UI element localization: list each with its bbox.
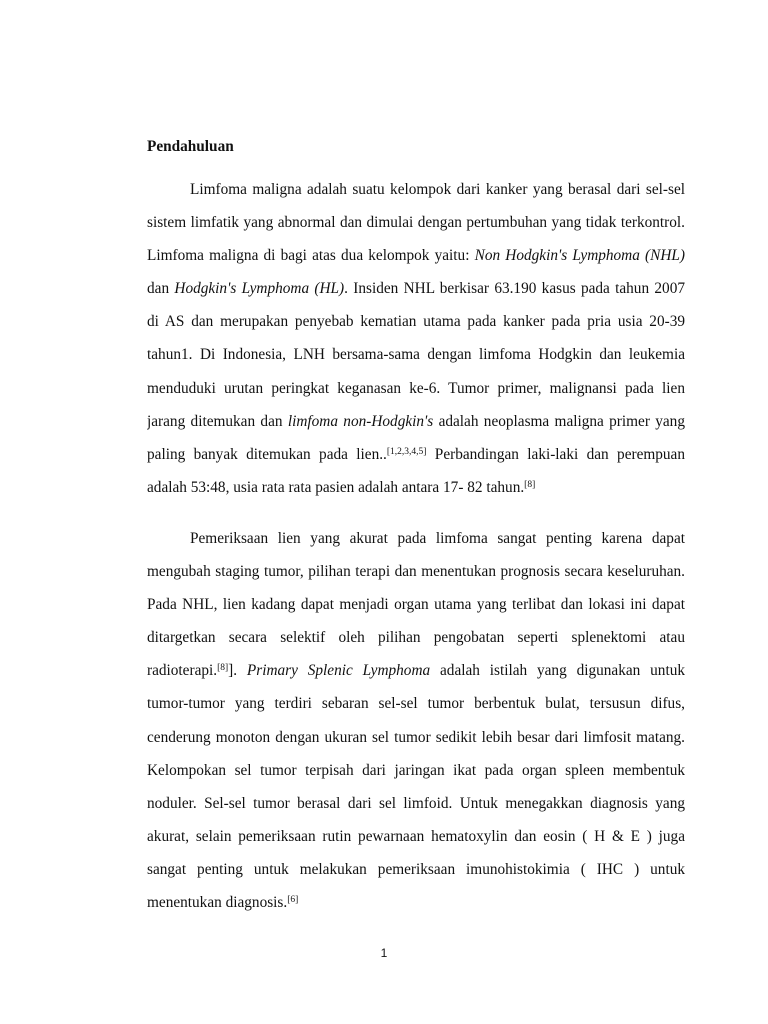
citation: [8] bbox=[217, 663, 229, 674]
text-line: noduler. Sel-sel tumor berasal dari sel limfoid. Untuk menegakkan diagnosis yang bbox=[147, 794, 685, 812]
text-line: sangat penting untuk melakukan pemeriksaan imunohistokimia ( IHC ) untuk bbox=[147, 860, 685, 878]
text-line: akurat, selain pemeriksaan rutin pewarnaan hematoxylin dan eosin ( H & E ) juga bbox=[147, 827, 685, 845]
text-line: menduduki urutan peringkat keganasan ke-6. Tumor primer, malignansi pada lien bbox=[147, 379, 685, 397]
text-line: Kelompokan sel tumor terpisah dari jaringan ikat pada organ spleen membentuk bbox=[147, 761, 685, 779]
text-line: mengubah staging tumor, pilihan terapi dan menentukan prognosis secara keseluruhan. bbox=[147, 563, 685, 581]
text-line: Pemeriksaan lien yang akurat pada limfoma sangat penting karena dapat bbox=[190, 530, 685, 547]
text-line: Limfoma maligna di bagi atas dua kelompok yaitu: Non Hodgkin's Lymphoma (NHL) bbox=[147, 247, 685, 265]
text-line: Limfoma maligna adalah suatu kelompok dari kanker yang berasal dari sel-sel bbox=[190, 181, 685, 198]
text-line: radioterapi.[8]]. Primary Splenic Lymphoma adalah istilah yang digunakan untuk bbox=[147, 662, 685, 680]
section-heading: Pendahuluan bbox=[147, 138, 234, 155]
citation: [8] bbox=[524, 479, 536, 490]
text-line: menentukan diagnosis.[6] bbox=[147, 894, 299, 912]
text-line: tahun1. Di Indonesia, LNH bersama-sama dengan limfoma Hodgkin dan leukemia bbox=[147, 346, 685, 364]
text-line: jarang ditemukan dan limfoma non-Hodgkin's adalah neoplasma maligna primer yang bbox=[147, 412, 685, 430]
text-line: adalah 53:48, usia rata rata pasien adalah antara 17- 82 tahun.[8] bbox=[147, 478, 536, 496]
text-line: cenderung monoton dengan ukuran sel tumor sedikit lebih besar dari limfosit matang. bbox=[147, 728, 685, 746]
italic-term: Hodgkin's Lymphoma (HL) bbox=[174, 280, 345, 298]
text-line: Pada NHL, lien kadang dapat menjadi organ utama yang terlibat dan lokasi ini dapat bbox=[147, 596, 685, 614]
italic-term: Primary Splenic Lymphoma bbox=[246, 662, 431, 680]
page-number: 1 bbox=[380, 946, 388, 960]
text-line: di AS dan merupakan penyebab kematian utama pada kanker pada pria usia 20-39 bbox=[147, 313, 685, 331]
text-line: dan Hodgkin's Lymphoma (HL). Insiden NHL berkisar 63.190 kasus pada tahun 2007 bbox=[147, 280, 685, 298]
text-line: sistem limfatik yang abnormal dan dimulai dengan pertumbuhan yang tidak terkontrol. bbox=[147, 214, 685, 232]
text-line: tumor-tumor yang terdiri sebaran sel-sel tumor berbentuk bulat, tersusun difus, bbox=[147, 695, 685, 713]
citation: [1,2,3,4,5] bbox=[386, 446, 427, 457]
italic-term: Non Hodgkin's Lymphoma (NHL) bbox=[474, 247, 685, 265]
text-line: paling banyak ditemukan pada lien..[1,2,3,4,5] Perbandingan laki-laki dan perempuan bbox=[147, 445, 685, 463]
paragraph-2 bbox=[147, 529, 685, 926]
text-line: ditargetkan secara selektif oleh pilihan pengobatan seperti splenektomi atau bbox=[147, 629, 685, 647]
italic-term: limfoma non-Hodgkin's bbox=[287, 412, 434, 430]
citation: [6] bbox=[287, 895, 299, 906]
paragraph-1 bbox=[147, 180, 685, 511]
